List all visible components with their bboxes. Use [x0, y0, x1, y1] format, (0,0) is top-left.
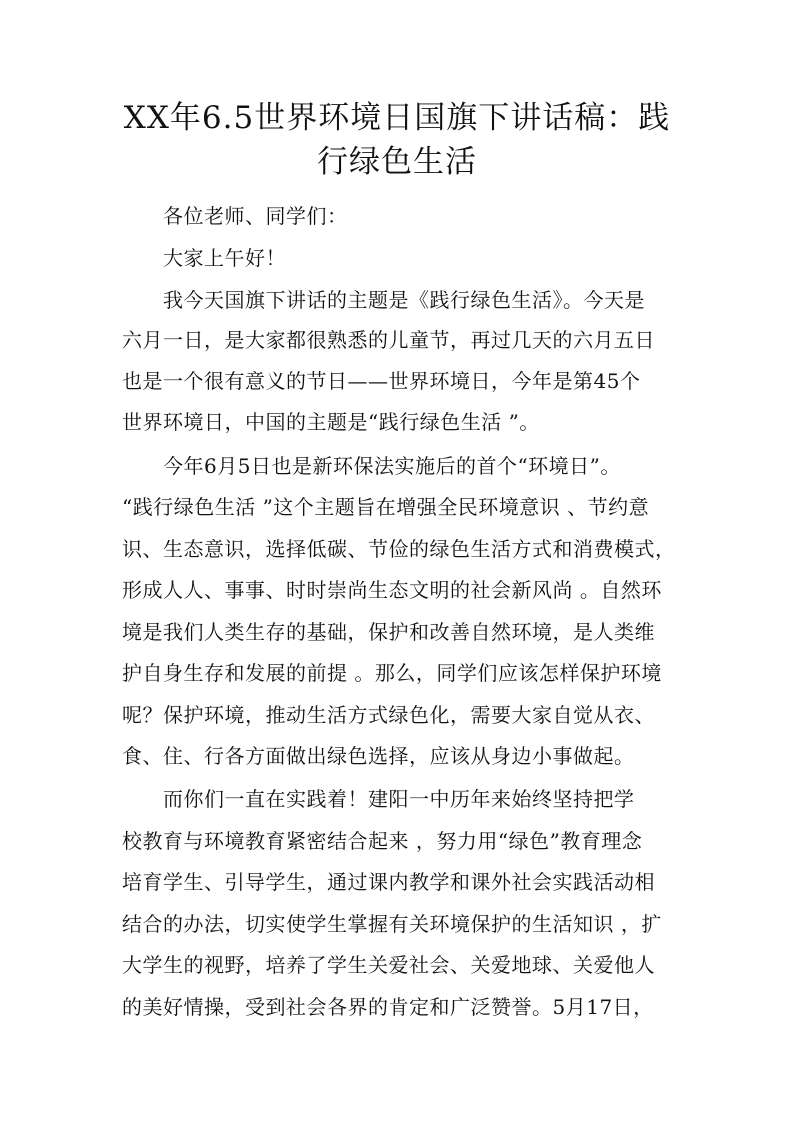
- paragraph-1-line-1: 我今天国旗下讲话的主题是《践行绿色生活》。今天是: [163, 288, 645, 312]
- document-title-line-2: 行绿色生活: [317, 144, 477, 180]
- paragraph-3-line-2: 校教育与环境教育紧密结合起来 ，努力用“绿色”教育理念: [122, 829, 643, 853]
- paragraph-3-line-1: 而你们一直在实践着！建阳一中历年来始终坚持把学: [163, 787, 635, 811]
- paragraph-2-line-4: 形成人人、事事、时时崇尚生态文明的社会新风尚 。自然环: [122, 578, 662, 602]
- document-title-line-1: XX年6.5世界环境日国旗下讲话稿：践: [123, 100, 671, 136]
- paragraph-1-line-4: 世界环境日，中国的主题是“践行绿色生活 ”。: [122, 410, 540, 434]
- paragraph-2-line-2: “践行绿色生活 ”这个主题旨在增强全民环境意识 、节约意: [122, 495, 650, 519]
- paragraph-3-line-4: 结合的办法，切实使学生掌握有关环境保护的生活知识 ，扩: [122, 912, 662, 936]
- paragraph-2-line-3: 识、生态意识，选择低碳、节俭的绿色生活方式和消费模式，: [122, 537, 676, 561]
- paragraph-2-line-1: 今年6月5日也是新环保法实施后的首个“环境日”。: [163, 454, 621, 478]
- paragraph-2-line-7: 呢？保护环境，推动生活方式绿色化，需要大家自觉从衣、: [122, 703, 655, 727]
- paragraph-3-line-5: 大学生的视野，培养了学生关爱社会、关爱地球、关爱他人: [122, 953, 655, 977]
- greeting-line: 大家上午好！: [163, 246, 286, 270]
- paragraph-2-line-8: 食、住、行各方面做出绿色选择，应该从身边小事做起。: [122, 744, 635, 768]
- salutation-line: 各位老师、同学们：: [163, 204, 348, 228]
- paragraph-2-line-5: 境是我们人类生存的基础，保护和改善自然环境，是人类维: [122, 620, 655, 644]
- paragraph-2-line-6: 护自身生存和发展的前提 。那么，同学们应该怎样保护环境: [122, 661, 662, 685]
- paragraph-3-line-6: 的美好情操，受到社会各界的肯定和广泛赞誉。5月17日，: [122, 995, 654, 1019]
- paragraph-3-line-3: 培育学生、引导学生，通过课内教学和课外社会实践活动相: [122, 870, 655, 894]
- paragraph-1-line-2: 六月一日，是大家都很熟悉的儿童节，再过几天的六月五日: [122, 328, 655, 352]
- paragraph-1-line-3: 也是一个很有意义的节日——世界环境日，今年是第45个: [122, 369, 641, 393]
